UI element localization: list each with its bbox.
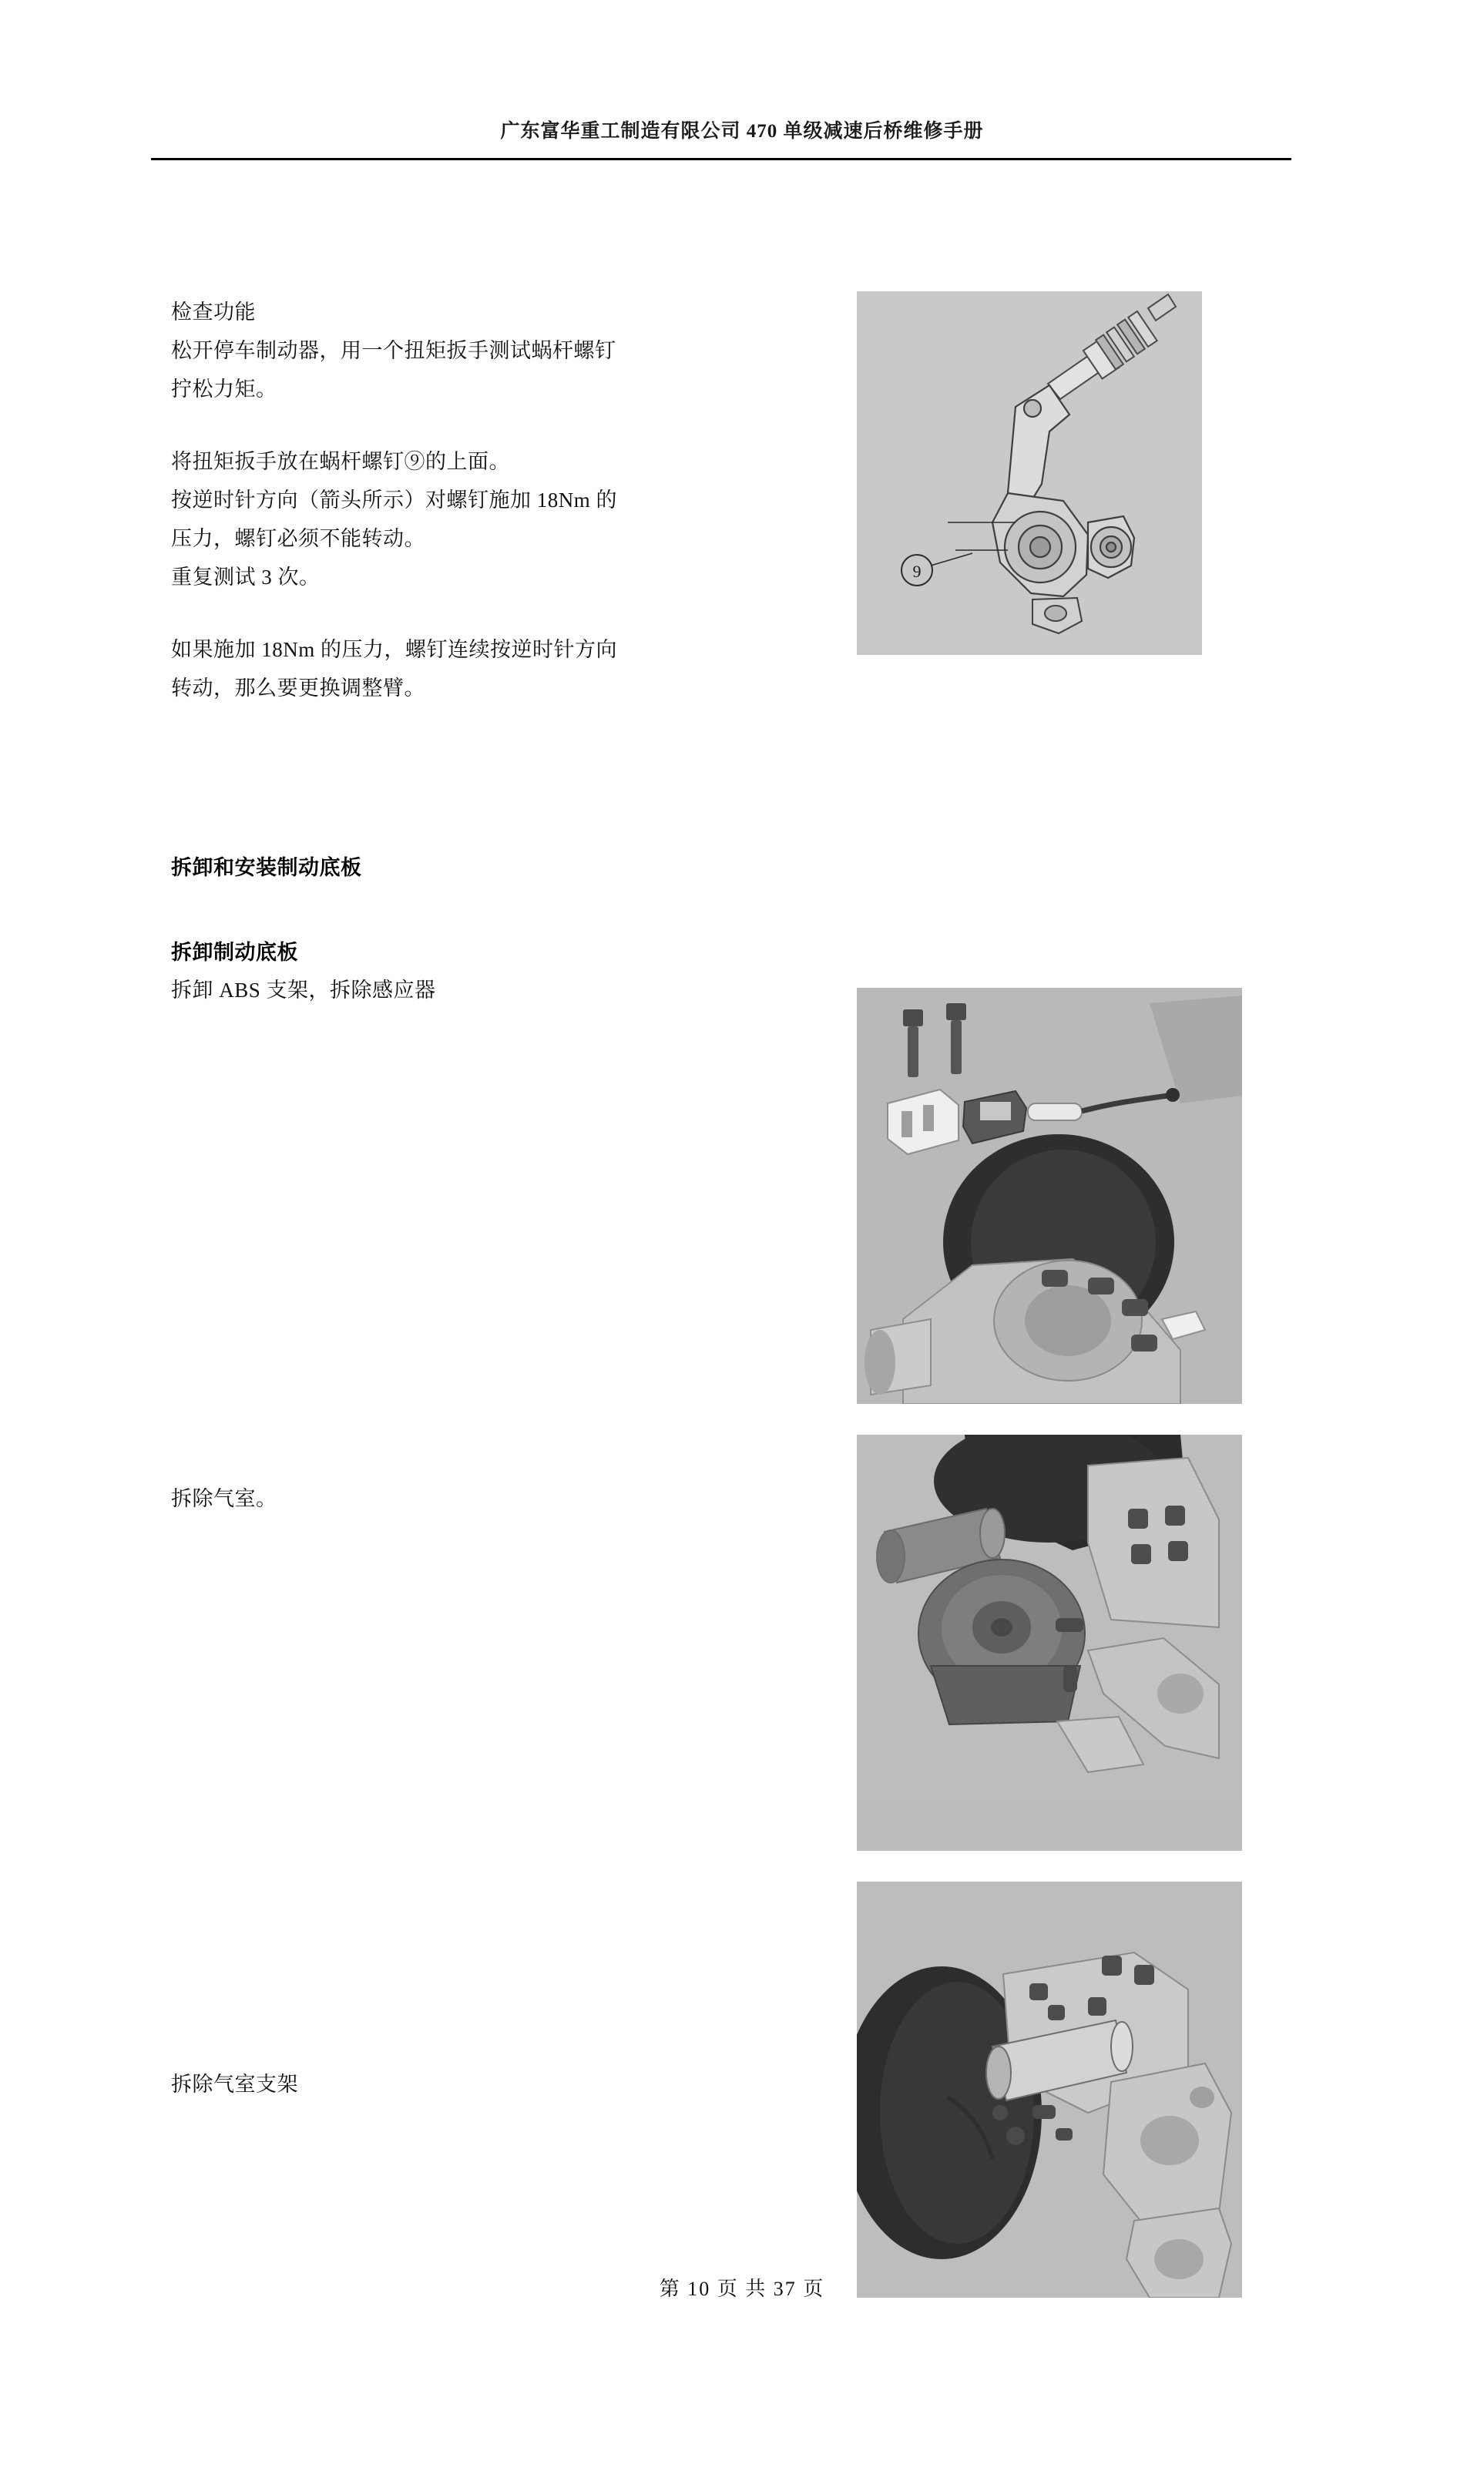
paragraph-1-line-1: 松开停车制动器，用一个扭矩扳手测试蜗杆螺钉 [171, 339, 616, 362]
figure-slack-adjuster [857, 291, 1202, 655]
page-number: 第 10 页 共 37 页 [659, 2278, 825, 2300]
figure-air-chamber-bracket-drawing [857, 1882, 1242, 2298]
section-heading: 拆卸和安装制动底板 [171, 856, 362, 879]
page-footer [0, 2273, 1484, 2302]
section-heading-block [171, 849, 757, 886]
main-text-column [171, 293, 757, 707]
figure-air-chamber-drawing [857, 1435, 1242, 1851]
caption-air-chamber: 拆除气室。 [171, 1487, 277, 1510]
check-function-heading: 检查功能 [171, 301, 256, 324]
figure-air-chamber [857, 1435, 1242, 1851]
figure-abs-bracket [857, 988, 1242, 1404]
header-divider [151, 158, 1291, 160]
paragraph-3-line-1: 如果施加 18Nm 的压力，螺钉连续按逆时针方向 [171, 638, 617, 661]
subsection-heading: 拆卸制动底板 [171, 941, 298, 964]
paragraph-2-line-4: 重复测试 3 次。 [171, 566, 321, 589]
caption-air-chamber-bracket: 拆除气室支架 [171, 2073, 298, 2096]
figure-slack-adjuster-drawing [857, 291, 1202, 655]
figure-abs-bracket-drawing [857, 988, 1242, 1404]
figure-air-chamber-bracket [857, 1882, 1242, 2298]
subsection-paragraph: 拆卸 ABS 支架，拆除感应器 [171, 979, 436, 1002]
caption-air-chamber-block [171, 1479, 556, 1518]
paragraph-2-line-1: 将扭矩扳手放在蜗杆螺钉⑨的上面。 [171, 450, 510, 473]
caption-air-chamber-bracket-block [171, 2065, 556, 2104]
paragraph-1-line-2: 拧松力矩。 [171, 378, 277, 401]
page-header [0, 116, 1484, 143]
header-title: 广东富华重工制造有限公司 470 单级减速后桥维修手册 [500, 121, 984, 142]
paragraph-2-line-2: 按逆时针方向（箭头所示）对螺钉施加 18Nm 的 [171, 489, 617, 512]
figure-callout-9: 9 [912, 562, 922, 581]
subsection-block [171, 934, 757, 1009]
paragraph-3-line-2: 转动，那么要更换调整臂。 [171, 677, 425, 700]
paragraph-2-line-3: 压力，螺钉必须不能转动。 [171, 527, 425, 550]
